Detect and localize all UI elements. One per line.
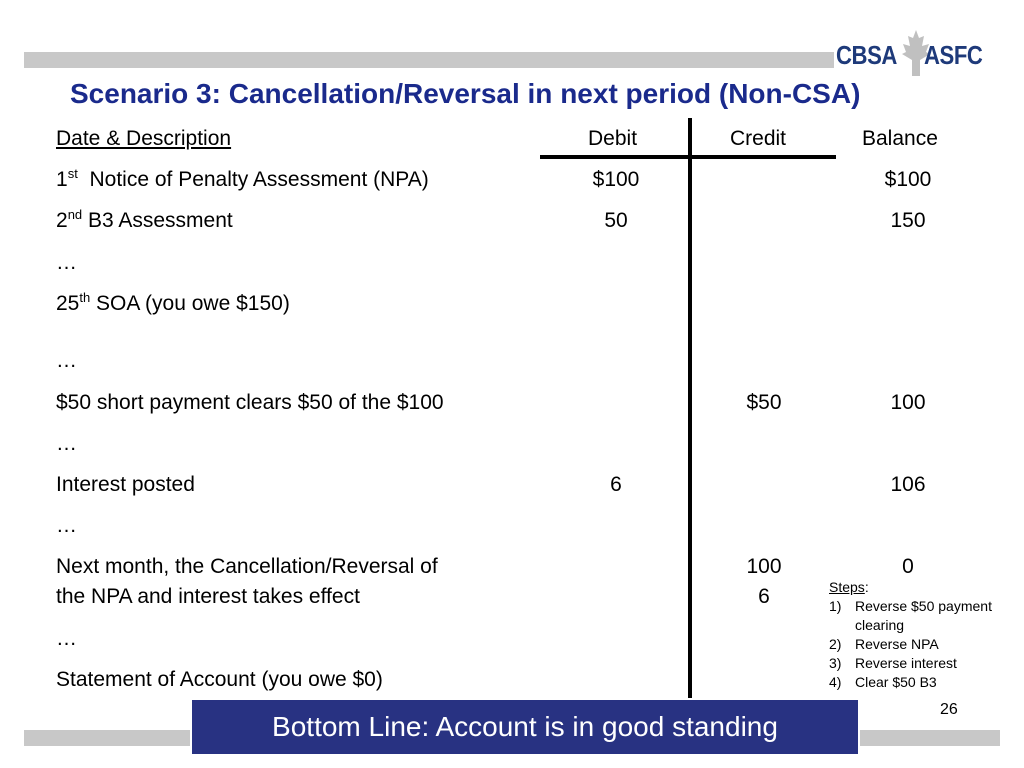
header-credit: Credit	[730, 127, 787, 150]
step-item: 1) Reverse $50 payment clearing	[829, 598, 992, 633]
row-reversal-credit-interest: 6	[758, 585, 770, 608]
row-b3-description: 2nd B3 Assessment	[56, 207, 233, 232]
row-interest-balance: 106	[890, 473, 926, 496]
row-short-payment-description: $50 short payment clears $50 of the $100	[56, 391, 444, 414]
steps-list: Steps: 1) Reverse $50 payment clearing 2) Reverse NPA 3) Reverse interest 4) Clear $50 B3	[829, 578, 1024, 692]
bottom-line-banner	[190, 698, 860, 756]
bottom-line-text: Bottom Line: Account is in good standing	[272, 711, 778, 742]
steps-heading: Steps	[829, 579, 865, 595]
row-reversal-balance: 0	[902, 555, 914, 578]
row-npa-debit: $100	[592, 168, 640, 191]
slide-title: Scenario 3: Cancellation/Reversal in next period (Non-CSA)	[70, 78, 861, 109]
row-npa-balance: $100	[884, 168, 932, 191]
row-ellipsis: …	[56, 514, 77, 537]
logo-cbsa-text: CBSA	[836, 40, 897, 70]
row-soa-description: 25th SOA (you owe $150)	[56, 290, 290, 315]
row-npa-description: 1st Notice of Penalty Assessment (NPA)	[56, 166, 429, 191]
step-item: 2) Reverse NPA	[829, 636, 939, 652]
row-interest-debit: 6	[610, 473, 622, 496]
cbsa-asfc-logo	[836, 30, 986, 80]
row-b3-balance: 150	[890, 209, 926, 232]
page-number: 26	[940, 701, 958, 718]
row-b3-debit: 50	[604, 209, 628, 232]
row-ellipsis: …	[56, 251, 77, 274]
row-final-soa-description: Statement of Account (you owe $0)	[56, 668, 383, 691]
header-debit: Debit	[588, 127, 638, 150]
row-short-payment-balance: 100	[890, 391, 926, 414]
row-reversal-description-line2: the NPA and interest takes effect	[56, 585, 360, 608]
row-reversal-credit-npa: 100	[746, 555, 782, 578]
header-date-description: Date & Description	[56, 127, 232, 150]
row-ellipsis: …	[56, 627, 77, 650]
row-ellipsis: …	[56, 432, 77, 455]
row-short-payment-credit: $50	[746, 391, 782, 414]
header-balance: Balance	[862, 127, 938, 150]
row-reversal-description-line1: Next month, the Cancellation/Reversal of	[56, 555, 438, 578]
logo-asfc-text: ASFC	[924, 40, 983, 70]
header-bar	[24, 52, 834, 68]
row-interest-description: Interest posted	[56, 473, 195, 496]
step-item: 3) Reverse interest	[829, 655, 957, 671]
t-account-vertical-line	[688, 118, 692, 700]
step-item: 4) Clear $50 B3	[829, 674, 937, 690]
row-ellipsis: …	[56, 349, 77, 372]
